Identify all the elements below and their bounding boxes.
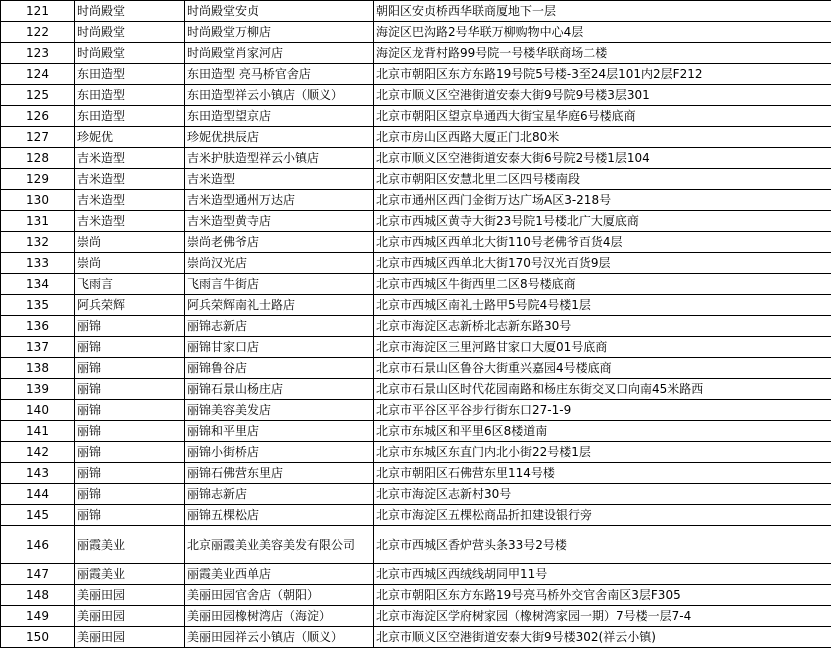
store-name-cell: 吉米造型通州万达店 bbox=[185, 190, 374, 211]
store-name-cell: 丽锦美容美发店 bbox=[185, 400, 374, 421]
brand-cell: 丽锦 bbox=[75, 463, 185, 484]
store-name-cell: 吉米造型 bbox=[185, 169, 374, 190]
table-row bbox=[1, 484, 831, 505]
store-name-cell: 美丽田园官舍店（朝阳） bbox=[185, 585, 374, 606]
row-number: 148 bbox=[1, 585, 75, 606]
brand-cell: 丽锦 bbox=[75, 400, 185, 421]
store-name-cell: 北京丽霞美业美容美发有限公司 bbox=[185, 526, 374, 564]
address-cell: 北京市顺义区空港街道安泰大街9号楼302(祥云小镇) bbox=[374, 627, 831, 648]
row-number: 137 bbox=[1, 337, 75, 358]
row-number: 129 bbox=[1, 169, 75, 190]
table-row bbox=[1, 505, 831, 526]
brand-cell: 丽霞美业 bbox=[75, 564, 185, 585]
store-name-cell: 吉米护肤造型祥云小镇店 bbox=[185, 148, 374, 169]
address-cell: 北京市朝阳区望京阜通西大街宝星华庭6号楼底商 bbox=[374, 106, 831, 127]
brand-cell: 吉米造型 bbox=[75, 190, 185, 211]
address-cell: 北京市海淀区学府树家园（橡树湾家园一期）7号楼一层7-4 bbox=[374, 606, 831, 627]
row-number: 147 bbox=[1, 564, 75, 585]
store-name-cell: 丽锦五棵松店 bbox=[185, 505, 374, 526]
brand-cell: 美丽田园 bbox=[75, 606, 185, 627]
table-row bbox=[1, 421, 831, 442]
row-number: 130 bbox=[1, 190, 75, 211]
table-row bbox=[1, 564, 831, 585]
row-number: 127 bbox=[1, 127, 75, 148]
row-number: 123 bbox=[1, 43, 75, 64]
row-number: 141 bbox=[1, 421, 75, 442]
row-number: 138 bbox=[1, 358, 75, 379]
address-cell: 北京市平谷区平谷步行街东口27-1-9 bbox=[374, 400, 831, 421]
store-name-cell: 东田造型 亮马桥官舍店 bbox=[185, 64, 374, 85]
row-number: 121 bbox=[1, 1, 75, 22]
store-name-cell: 丽锦鲁谷店 bbox=[185, 358, 374, 379]
table-row bbox=[1, 253, 831, 274]
store-name-cell: 飞雨言牛街店 bbox=[185, 274, 374, 295]
brand-cell: 丽锦 bbox=[75, 358, 185, 379]
table-row bbox=[1, 64, 831, 85]
table-row bbox=[1, 1, 831, 22]
store-name-cell: 阿兵荣辉南礼士路店 bbox=[185, 295, 374, 316]
brand-cell: 飞雨言 bbox=[75, 274, 185, 295]
table-row bbox=[1, 127, 831, 148]
store-name-cell: 东田造型望京店 bbox=[185, 106, 374, 127]
brand-cell: 东田造型 bbox=[75, 106, 185, 127]
brand-cell: 时尚殿堂 bbox=[75, 1, 185, 22]
address-cell: 北京市海淀区志新村30号 bbox=[374, 484, 831, 505]
row-number: 143 bbox=[1, 463, 75, 484]
row-number: 126 bbox=[1, 106, 75, 127]
table-row bbox=[1, 106, 831, 127]
row-number: 124 bbox=[1, 64, 75, 85]
brand-cell: 东田造型 bbox=[75, 64, 185, 85]
brand-cell: 东田造型 bbox=[75, 85, 185, 106]
address-cell: 北京市朝阳区石佛营东里114号楼 bbox=[374, 463, 831, 484]
brand-cell: 丽锦 bbox=[75, 421, 185, 442]
address-cell: 北京市海淀区五棵松商品折扣建设银行旁 bbox=[374, 505, 831, 526]
store-name-cell: 东田造型祥云小镇店（顺义） bbox=[185, 85, 374, 106]
row-number: 144 bbox=[1, 484, 75, 505]
row-number: 139 bbox=[1, 379, 75, 400]
address-cell: 北京市朝阳区安慧北里二区四号楼南段 bbox=[374, 169, 831, 190]
table-row bbox=[1, 442, 831, 463]
row-number: 128 bbox=[1, 148, 75, 169]
brand-cell: 崇尚 bbox=[75, 232, 185, 253]
address-cell: 北京市西城区牛街西里二区8号楼底商 bbox=[374, 274, 831, 295]
address-cell: 北京市通州区西门金街万达广场A区3-218号 bbox=[374, 190, 831, 211]
store-name-cell: 吉米造型黄寺店 bbox=[185, 211, 374, 232]
row-number: 149 bbox=[1, 606, 75, 627]
address-cell: 北京市朝阳区东方东路19号亮马桥外交官舍南区3层F305 bbox=[374, 585, 831, 606]
store-name-cell: 美丽田园祥云小镇店（顺义） bbox=[185, 627, 374, 648]
row-number: 134 bbox=[1, 274, 75, 295]
address-cell: 北京市西城区西绒线胡同甲11号 bbox=[374, 564, 831, 585]
brand-cell: 珍妮优 bbox=[75, 127, 185, 148]
address-cell: 海淀区巴沟路2号华联万柳购物中心4层 bbox=[374, 22, 831, 43]
table-row bbox=[1, 463, 831, 484]
address-cell: 海淀区龙背村路99号院一号楼华联商场二楼 bbox=[374, 43, 831, 64]
address-cell: 北京市海淀区志新桥北志新东路30号 bbox=[374, 316, 831, 337]
store-name-cell: 美丽田园橡树湾店（海淀） bbox=[185, 606, 374, 627]
address-cell: 北京市石景山区鲁谷大街重兴嘉园4号楼底商 bbox=[374, 358, 831, 379]
table-row bbox=[1, 22, 831, 43]
brand-cell: 吉米造型 bbox=[75, 211, 185, 232]
store-name-cell: 丽锦石佛营东里店 bbox=[185, 463, 374, 484]
brand-cell: 丽锦 bbox=[75, 484, 185, 505]
address-cell: 北京市东城区和平里6区8楼道南 bbox=[374, 421, 831, 442]
brand-cell: 吉米造型 bbox=[75, 148, 185, 169]
store-name-cell: 时尚殿堂万柳店 bbox=[185, 22, 374, 43]
row-number: 150 bbox=[1, 627, 75, 648]
address-cell: 朝阳区安贞桥西华联商厦地下一层 bbox=[374, 1, 831, 22]
store-name-cell: 丽锦小街桥店 bbox=[185, 442, 374, 463]
table-row bbox=[1, 337, 831, 358]
row-number: 140 bbox=[1, 400, 75, 421]
brand-cell: 丽锦 bbox=[75, 442, 185, 463]
address-cell: 北京市西城区黄寺大街23号院1号楼北广大厦底商 bbox=[374, 211, 831, 232]
brand-cell: 丽锦 bbox=[75, 316, 185, 337]
address-cell: 北京市海淀区三里河路甘家口大厦01号底商 bbox=[374, 337, 831, 358]
address-cell: 北京市顺义区空港街道安泰大街6号院2号楼1层104 bbox=[374, 148, 831, 169]
table-row bbox=[1, 85, 831, 106]
address-cell: 北京市顺义区空港街道安泰大街9号院9号楼3层301 bbox=[374, 85, 831, 106]
brand-cell: 丽霞美业 bbox=[75, 526, 185, 564]
row-number: 136 bbox=[1, 316, 75, 337]
table-row bbox=[1, 627, 831, 648]
address-cell: 北京市西城区西单北大街170号汉光百货9层 bbox=[374, 253, 831, 274]
address-cell: 北京市西城区西单北大街110号老佛爷百货4层 bbox=[374, 232, 831, 253]
store-name-cell: 丽锦甘家口店 bbox=[185, 337, 374, 358]
brand-cell: 吉米造型 bbox=[75, 169, 185, 190]
brand-cell: 时尚殿堂 bbox=[75, 22, 185, 43]
address-cell: 北京市石景山区时代花园南路和杨庄东街交叉口向南45米路西 bbox=[374, 379, 831, 400]
table-row bbox=[1, 526, 831, 564]
table-row bbox=[1, 400, 831, 421]
address-cell: 北京市房山区西路大厦正门北80米 bbox=[374, 127, 831, 148]
brand-cell: 崇尚 bbox=[75, 253, 185, 274]
table-row bbox=[1, 43, 831, 64]
store-name-cell: 丽霞美业西单店 bbox=[185, 564, 374, 585]
store-name-cell: 丽锦志新店 bbox=[185, 484, 374, 505]
row-number: 125 bbox=[1, 85, 75, 106]
row-number: 145 bbox=[1, 505, 75, 526]
table-row bbox=[1, 211, 831, 232]
address-cell: 北京市朝阳区东方东路19号院5号楼-3至24层101内2层F212 bbox=[374, 64, 831, 85]
store-name-cell: 时尚殿堂安贞 bbox=[185, 1, 374, 22]
brand-cell: 丽锦 bbox=[75, 379, 185, 400]
table-row bbox=[1, 190, 831, 211]
row-number: 142 bbox=[1, 442, 75, 463]
row-number: 132 bbox=[1, 232, 75, 253]
store-name-cell: 丽锦和平里店 bbox=[185, 421, 374, 442]
store-name-cell: 时尚殿堂肖家河店 bbox=[185, 43, 374, 64]
address-cell: 北京市西城区香炉营头条33号2号楼 bbox=[374, 526, 831, 564]
row-number: 131 bbox=[1, 211, 75, 232]
table-row bbox=[1, 274, 831, 295]
table-row bbox=[1, 295, 831, 316]
brand-cell: 阿兵荣辉 bbox=[75, 295, 185, 316]
store-name-cell: 丽锦志新店 bbox=[185, 316, 374, 337]
address-cell: 北京市西城区南礼士路甲5号院4号楼1层 bbox=[374, 295, 831, 316]
store-name-cell: 丽锦石景山杨庄店 bbox=[185, 379, 374, 400]
table-row bbox=[1, 358, 831, 379]
table-row bbox=[1, 606, 831, 627]
table-row bbox=[1, 148, 831, 169]
brand-cell: 美丽田园 bbox=[75, 627, 185, 648]
brand-cell: 丽锦 bbox=[75, 337, 185, 358]
brand-cell: 丽锦 bbox=[75, 505, 185, 526]
store-name-cell: 崇尚汉光店 bbox=[185, 253, 374, 274]
row-number: 135 bbox=[1, 295, 75, 316]
table-row bbox=[1, 316, 831, 337]
row-number: 146 bbox=[1, 526, 75, 564]
store-name-cell: 珍妮优拱辰店 bbox=[185, 127, 374, 148]
table-row bbox=[1, 585, 831, 606]
brand-cell: 时尚殿堂 bbox=[75, 43, 185, 64]
row-number: 133 bbox=[1, 253, 75, 274]
brand-cell: 美丽田园 bbox=[75, 585, 185, 606]
table-row bbox=[1, 169, 831, 190]
store-name-cell: 崇尚老佛爷店 bbox=[185, 232, 374, 253]
address-cell: 北京市东城区东直门内北小街22号楼1层 bbox=[374, 442, 831, 463]
table-row bbox=[1, 379, 831, 400]
row-number: 122 bbox=[1, 22, 75, 43]
table-row bbox=[1, 232, 831, 253]
